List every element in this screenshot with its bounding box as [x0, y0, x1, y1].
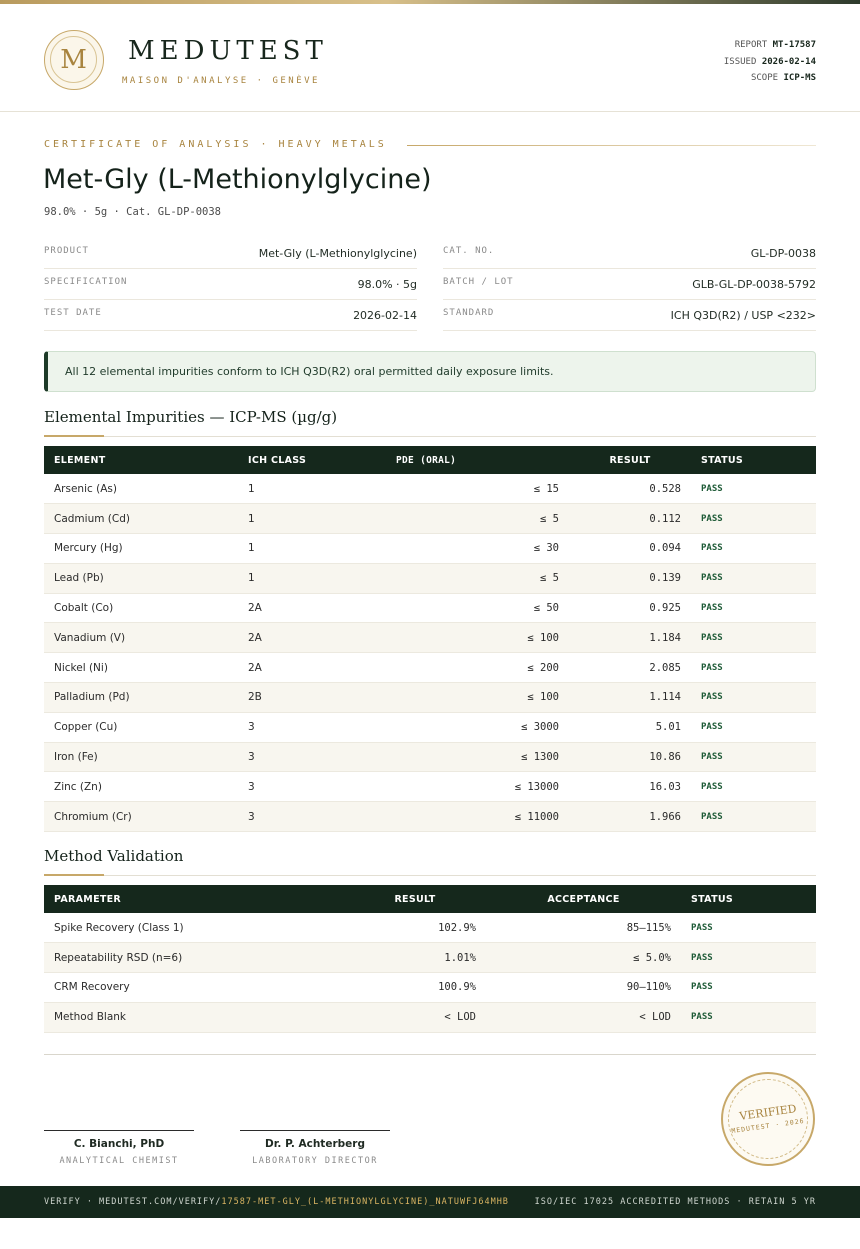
status-badge: PASS	[701, 662, 723, 673]
report-number-line: REPORT MT-17587	[734, 40, 816, 50]
status-badge: PASS	[701, 573, 723, 584]
pde-cell: ≤ 200	[527, 661, 559, 674]
parameter-cell: Method Blank	[54, 1011, 127, 1024]
signatory-role: ANALYTICAL CHEMIST	[59, 1156, 179, 1166]
table-row	[44, 913, 816, 943]
element-cell: Chromium (Cr)	[54, 810, 132, 823]
ich-class-cell: 3	[248, 751, 255, 764]
logo	[44, 30, 104, 90]
table-row	[44, 534, 816, 564]
seal-subtext: MEDUTEST · 2026	[730, 1116, 806, 1136]
pde-cell: ≤ 1300	[521, 751, 559, 764]
issued-date-line: ISSUED 2026-02-14	[723, 56, 816, 67]
result-cell: 0.528	[649, 482, 681, 495]
result-cell: 16.03	[649, 780, 681, 793]
info-value: GLB-GL-DP-0038-5792	[692, 278, 816, 291]
pde-cell: ≤ 5	[540, 512, 559, 525]
ich-class-cell: 1	[248, 542, 255, 555]
signatory-role: LABORATORY DIRECTOR	[252, 1156, 378, 1166]
info-row-standard	[443, 300, 816, 331]
page-title: Met-Gly (L-Methionylglycine)	[43, 164, 432, 195]
conformance-notice	[44, 351, 816, 392]
info-row-test-date	[44, 300, 417, 331]
table-row	[44, 683, 816, 713]
table-row	[44, 504, 816, 534]
ich-class-cell: 3	[248, 810, 255, 823]
pde-cell: ≤ 11000	[514, 810, 559, 823]
impurities-section-title: Elemental Impurities — ICP-MS (µg/g)	[44, 408, 338, 426]
status-badge: PASS	[701, 811, 723, 822]
parameter-cell: Repeatability RSD (n=6)	[54, 951, 183, 964]
column-header: ICH CLASS	[248, 454, 307, 466]
info-label: PRODUCT	[44, 246, 89, 256]
impurities-table	[44, 446, 816, 832]
info-label: TEST DATE	[44, 308, 102, 318]
result-cell: 0.139	[649, 572, 681, 585]
info-value: 98.0% · 5g	[357, 278, 417, 291]
validation-table-body	[44, 913, 816, 1032]
pde-cell: ≤ 100	[527, 631, 559, 644]
column-header: STATUS	[691, 893, 734, 905]
pde-cell: ≤ 3000	[521, 721, 559, 734]
info-value: ICH Q3D(R2) / USP <232>	[670, 309, 816, 322]
result-cell: 0.094	[649, 542, 681, 555]
column-header: PARAMETER	[54, 893, 122, 905]
pde-cell: ≤ 15	[533, 482, 559, 495]
verified-seal	[721, 1072, 815, 1166]
element-cell: Iron (Fe)	[54, 751, 98, 764]
scope-line: SCOPE ICP-MS	[750, 73, 816, 83]
column-header: ACCEPTANCE	[547, 893, 620, 905]
element-cell: Vanadium (V)	[54, 631, 126, 644]
status-badge: PASS	[701, 513, 723, 524]
table-header-row	[44, 885, 816, 913]
status-badge: PASS	[701, 752, 723, 763]
acceptance-cell: ≤ 5.0%	[633, 951, 671, 964]
result-cell: 1.114	[649, 691, 681, 704]
info-value: GL-DP-0038	[750, 247, 816, 260]
column-header: STATUS	[701, 454, 744, 466]
table-row	[44, 943, 816, 973]
column-header: PDE (ORAL)	[396, 454, 457, 466]
result-cell: 2.085	[649, 661, 681, 674]
result-cell: < LOD	[444, 1011, 476, 1024]
status-badge: PASS	[691, 952, 713, 963]
ich-class-cell: 1	[248, 482, 255, 495]
table-row	[44, 712, 816, 742]
pde-cell: ≤ 100	[527, 691, 559, 704]
report-meta	[724, 37, 816, 87]
scope: ICP-MS	[783, 73, 816, 83]
element-cell: Arsenic (As)	[54, 482, 117, 495]
status-badge: PASS	[701, 483, 723, 494]
info-row-specification	[44, 269, 417, 300]
ich-class-cell: 2B	[248, 691, 262, 704]
signature-divider	[44, 1054, 816, 1055]
signature-block-director	[240, 1130, 390, 1166]
pde-cell: ≤ 30	[533, 542, 559, 555]
accreditation-note: ISO/IEC 17025 ACCREDITED METHODS · RETAIN 5 YR	[534, 1197, 816, 1207]
verify-line	[44, 1197, 509, 1207]
section-accent	[44, 874, 104, 876]
result-cell: 1.184	[649, 631, 681, 644]
signatory-name: Dr. P. Achterberg	[265, 1138, 365, 1150]
info-label: CAT. NO.	[443, 246, 495, 256]
report-number: MT-17587	[772, 40, 816, 50]
table-row	[44, 563, 816, 593]
status-badge: PASS	[701, 603, 723, 614]
table-row	[44, 1002, 816, 1032]
element-cell: Palladium (Pd)	[54, 691, 130, 704]
info-label: STANDARD	[443, 308, 495, 318]
result-cell: 0.925	[649, 602, 681, 615]
status-badge: PASS	[701, 781, 723, 792]
validation-table	[44, 885, 816, 1033]
footer	[0, 1186, 860, 1218]
status-badge: PASS	[701, 632, 723, 643]
eyebrow-divider	[407, 145, 816, 146]
ich-class-cell: 2A	[248, 602, 262, 615]
table-row	[44, 623, 816, 653]
product-subtitle: 98.0% · 5g · Cat. GL-DP-0038	[44, 206, 222, 218]
status-badge: PASS	[691, 922, 713, 933]
element-cell: Cobalt (Co)	[54, 602, 114, 615]
info-label: BATCH / LOT	[443, 277, 514, 287]
status-badge: PASS	[701, 722, 723, 733]
section-divider	[44, 875, 816, 876]
parameter-cell: CRM Recovery	[54, 981, 130, 994]
table-row	[44, 474, 816, 504]
info-value: 2026-02-14	[353, 309, 417, 322]
table-row	[44, 802, 816, 832]
column-header: RESULT	[394, 893, 436, 905]
result-cell: 5.01	[655, 721, 681, 734]
element-cell: Copper (Cu)	[54, 721, 118, 734]
impurities-table-body	[44, 474, 816, 832]
element-cell: Cadmium (Cd)	[54, 512, 130, 525]
element-cell: Zinc (Zn)	[54, 780, 102, 793]
element-cell: Mercury (Hg)	[54, 542, 123, 555]
table-header-row	[44, 446, 816, 474]
status-badge: PASS	[691, 982, 713, 993]
table-row	[44, 653, 816, 683]
signatory-name: C. Bianchi, PhD	[73, 1138, 165, 1150]
column-header: RESULT	[609, 454, 651, 466]
pde-cell: ≤ 5	[540, 572, 559, 585]
issued-date: 2026-02-14	[761, 56, 816, 67]
acceptance-cell: 85–115%	[626, 921, 671, 934]
table-row	[44, 742, 816, 772]
element-cell: Nickel (Ni)	[54, 661, 108, 674]
pde-cell: ≤ 13000	[514, 780, 559, 793]
signature-block-chemist	[44, 1130, 194, 1166]
info-value: Met-Gly (L-Methionylglycine)	[258, 247, 417, 260]
info-row-product	[44, 238, 417, 269]
product-info-right	[443, 238, 816, 331]
ich-class-cell: 1	[248, 512, 255, 525]
verify-link[interactable]: 17587-MET-GLY_(L-METHIONYLGLYCINE)_NATUWFJ64MHB	[221, 1197, 509, 1207]
ich-class-cell: 1	[248, 572, 255, 585]
section-accent	[44, 435, 104, 437]
table-row	[44, 593, 816, 623]
table-row	[44, 772, 816, 802]
pde-cell: ≤ 50	[533, 602, 559, 615]
info-row-batch-lot	[443, 269, 816, 300]
header	[0, 4, 860, 112]
seal-text: VERIFIED	[738, 1102, 798, 1123]
acceptance-cell: 90–110%	[626, 981, 671, 994]
result-cell: 1.01%	[444, 951, 476, 964]
logo-monogram: M	[50, 36, 97, 83]
element-cell: Lead (Pb)	[54, 572, 104, 585]
product-info-left	[44, 238, 417, 331]
status-badge: PASS	[701, 692, 723, 703]
brand-tagline: MAISON D'ANALYSE · GENÈVE	[122, 76, 320, 86]
certificate-eyebrow: CERTIFICATE OF ANALYSIS · HEAVY METALS	[44, 139, 387, 150]
verify-prefix: VERIFY · MEDUTEST.COM/VERIFY/	[44, 1197, 222, 1207]
ich-class-cell: 3	[248, 721, 255, 734]
result-cell: 10.86	[649, 751, 681, 764]
conformance-notice-text: All 12 elemental impurities conform to ICH Q3D(R2) oral permitted daily exposure limits.	[65, 365, 554, 378]
result-cell: 0.112	[649, 512, 681, 525]
result-cell: 102.9%	[438, 921, 476, 934]
status-badge: PASS	[701, 543, 723, 554]
brand-name: MEDUTEST	[128, 36, 328, 66]
ich-class-cell: 2A	[248, 661, 262, 674]
table-row	[44, 973, 816, 1003]
info-row-cat-no	[443, 238, 816, 269]
info-label: SPECIFICATION	[44, 277, 128, 287]
section-divider	[44, 436, 816, 437]
ich-class-cell: 2A	[248, 631, 262, 644]
column-header: ELEMENT	[54, 454, 106, 466]
ich-class-cell: 3	[248, 780, 255, 793]
result-cell: 100.9%	[438, 981, 476, 994]
validation-section-title: Method Validation	[44, 847, 184, 865]
status-badge: PASS	[691, 1012, 713, 1023]
acceptance-cell: < LOD	[639, 1011, 671, 1024]
result-cell: 1.966	[649, 810, 681, 823]
parameter-cell: Spike Recovery (Class 1)	[54, 921, 184, 934]
